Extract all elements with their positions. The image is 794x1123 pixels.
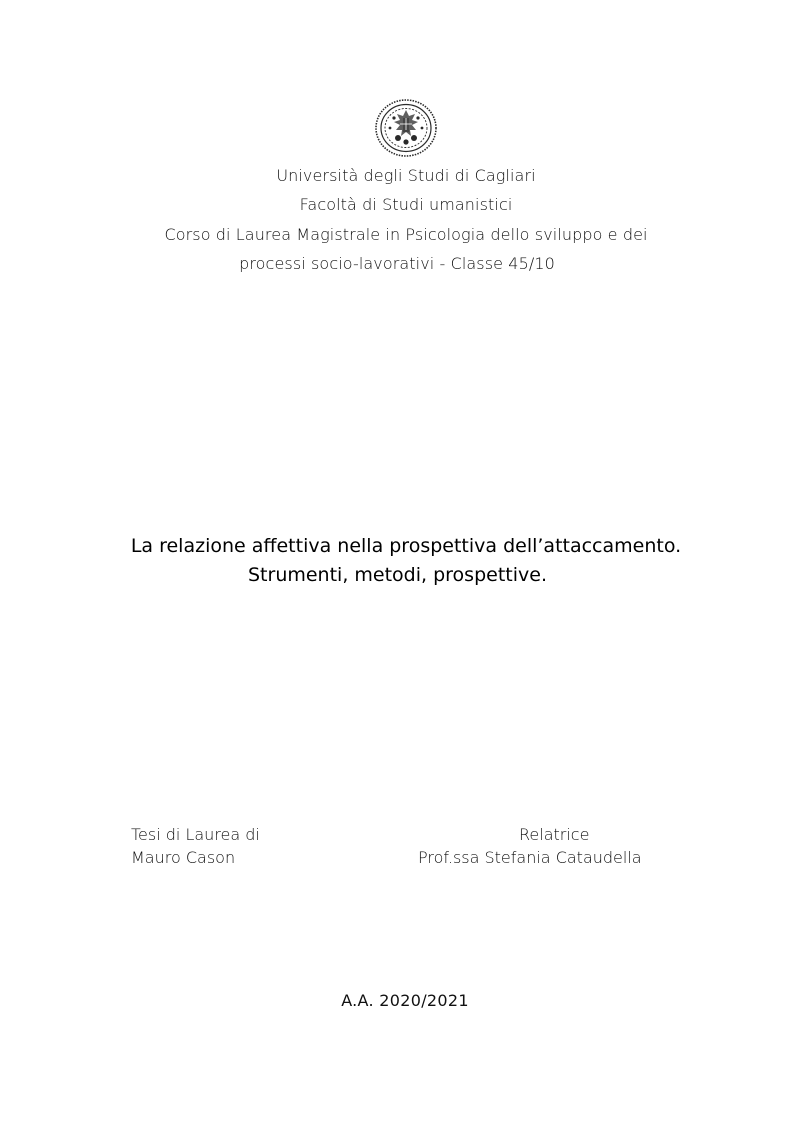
candidate-label: Tesi di Laurea di <box>131 825 260 844</box>
course-name-line2: processi socio-lavorativi - Classe 45/10 <box>239 254 555 273</box>
advisor-name: Prof.ssa Stefania Cataudella <box>418 848 642 867</box>
candidate-name: Mauro Cason <box>131 848 236 867</box>
university-name: Università degli Studi di Cagliari <box>276 166 536 185</box>
academic-year: A.A. 2020/2021 <box>341 991 469 1010</box>
advisor-label: Relatrice <box>519 825 590 844</box>
thesis-title-line1: La relazione affettiva nella prospettiva dell’attaccamento. <box>130 535 682 557</box>
course-name-line1: Corso di Laurea Magistrale in Psicologia dello sviluppo e dei <box>164 225 648 244</box>
faculty-name: Facoltà di Studi umanistici <box>299 195 513 214</box>
university-seal-icon <box>374 98 438 158</box>
thesis-title-line2: Strumenti, metodi, prospettive. <box>248 564 547 586</box>
